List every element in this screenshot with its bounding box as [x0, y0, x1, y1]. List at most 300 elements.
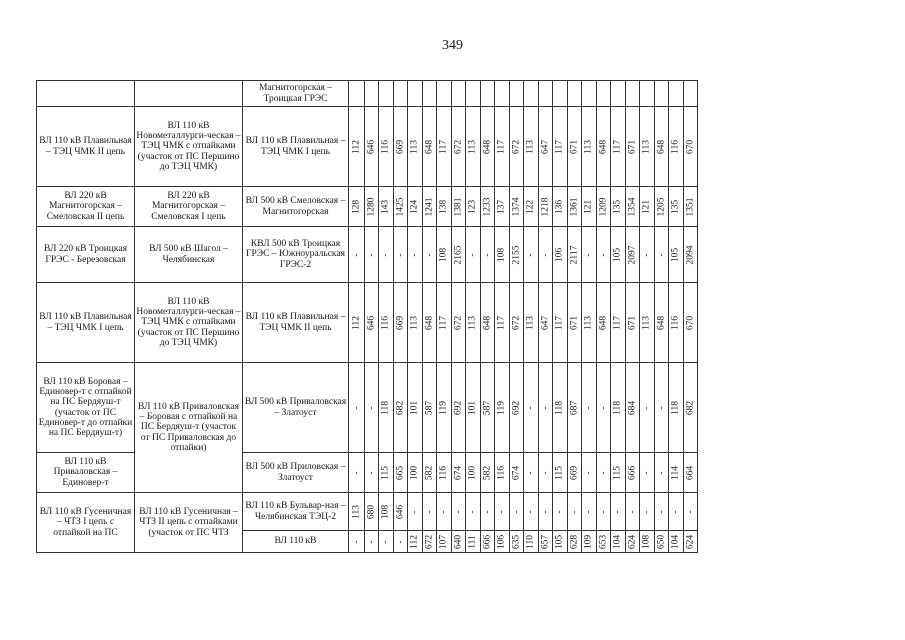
- value-text: 113: [583, 315, 594, 330]
- value-text: 672: [510, 139, 521, 154]
- value-cell: [597, 493, 611, 531]
- value-cell: [349, 81, 365, 107]
- value-cell: [510, 227, 524, 283]
- value-text: 116: [670, 315, 681, 330]
- value-cell: [394, 187, 408, 227]
- value-text: -: [670, 509, 681, 514]
- value-text: 104: [670, 534, 681, 549]
- repair-cell: ВЛ 110 кВ Плавильная – ТЭЦ ЧМК II цепь: [243, 283, 349, 363]
- value-text: 671: [626, 315, 637, 330]
- value-cell: [394, 493, 408, 531]
- value-text: 118: [554, 400, 565, 415]
- value-cell: [481, 363, 495, 453]
- value-cell: [611, 107, 626, 187]
- value-text: 664: [684, 465, 695, 480]
- value-cell: [437, 283, 452, 363]
- value-cell: [553, 187, 568, 227]
- value-cell: [365, 283, 379, 363]
- value-cell: [684, 227, 698, 283]
- value-text: 648: [597, 315, 608, 330]
- value-cell: [568, 453, 582, 493]
- value-text: 114: [670, 465, 681, 480]
- value-cell: [495, 81, 510, 107]
- value-text: -: [350, 252, 361, 257]
- value-cell: [626, 81, 640, 107]
- value-cell: [495, 531, 510, 553]
- value-text: -: [365, 539, 376, 544]
- value-cell: [394, 81, 408, 107]
- value-cell: [597, 107, 611, 187]
- value-cell: [437, 81, 452, 107]
- value-text: 684: [626, 400, 637, 415]
- value-text: -: [568, 509, 579, 514]
- value-cell: [495, 363, 510, 453]
- value-text: 1280: [365, 197, 376, 216]
- value-text: 118: [612, 400, 623, 415]
- value-text: 1209: [597, 197, 608, 216]
- value-cell: [452, 107, 466, 187]
- value-cell: [669, 81, 684, 107]
- value-text: 100: [409, 465, 420, 480]
- value-cell: [365, 107, 379, 187]
- value-cell: [423, 81, 437, 107]
- value-text: -: [409, 252, 420, 257]
- value-cell: [626, 453, 640, 493]
- value-cell: [394, 531, 408, 553]
- value-cell: [640, 363, 655, 453]
- table-row: [37, 107, 698, 187]
- value-cell: [481, 81, 495, 107]
- value-cell: [437, 107, 452, 187]
- value-text: -: [597, 252, 608, 257]
- value-text: 117: [554, 139, 565, 154]
- disconnected-cell: [135, 81, 243, 107]
- repair-cell: ВЛ 110 кВ Бульвар-ная – Челябинская ТЭЦ-2: [243, 493, 349, 531]
- value-cell: [684, 453, 698, 493]
- value-text: 653: [597, 534, 608, 549]
- value-cell: [452, 187, 466, 227]
- value-text: -: [539, 509, 550, 514]
- value-text: 113: [641, 139, 652, 154]
- value-cell: [626, 363, 640, 453]
- value-text: -: [365, 470, 376, 475]
- value-cell: [655, 363, 669, 453]
- value-cell: [568, 283, 582, 363]
- value-cell: [582, 187, 597, 227]
- value-cell: [510, 81, 524, 107]
- value-cell: [539, 283, 553, 363]
- value-cell: [495, 227, 510, 283]
- value-cell: [495, 187, 510, 227]
- disconnected-cell: ВЛ 110 кВ Гусеничная – ЧТЗ II цепь с отпайками (участок от ПС ЧТЗ: [135, 493, 243, 553]
- value-text: 105: [670, 247, 681, 262]
- value-text: 106: [554, 247, 565, 262]
- value-text: 648: [481, 315, 492, 330]
- value-cell: [349, 453, 365, 493]
- value-cell: [684, 531, 698, 553]
- value-text: 1425: [394, 197, 405, 216]
- value-text: 128: [350, 199, 361, 214]
- value-cell: [379, 187, 394, 227]
- value-text: 113: [525, 139, 536, 154]
- value-cell: [349, 187, 365, 227]
- value-text: -: [539, 405, 550, 410]
- table-row: [37, 283, 698, 363]
- value-cell: [423, 187, 437, 227]
- value-cell: [640, 493, 655, 531]
- value-text: 674: [510, 465, 521, 480]
- value-cell: [626, 531, 640, 553]
- value-cell: [365, 453, 379, 493]
- value-cell: [626, 107, 640, 187]
- value-cell: [611, 227, 626, 283]
- value-cell: [640, 187, 655, 227]
- value-cell: [524, 453, 539, 493]
- line-cell: ВЛ 110 кВ Боровая – Единовер-т с отпайкой на ПС Бердяуш-т (участок от ПС Единовер-т до отпайки на ПС Бердяуш-т): [37, 363, 135, 453]
- value-cell: [510, 187, 524, 227]
- value-text: -: [641, 470, 652, 475]
- value-text: 666: [481, 534, 492, 549]
- value-text: 116: [438, 465, 449, 480]
- value-text: 118: [670, 400, 681, 415]
- value-text: 582: [423, 465, 434, 480]
- value-text: 657: [539, 534, 550, 549]
- value-cell: [640, 81, 655, 107]
- value-text: 587: [481, 400, 492, 415]
- value-cell: [524, 81, 539, 107]
- value-cell: [466, 187, 481, 227]
- value-cell: [379, 493, 394, 531]
- disconnected-cell: ВЛ 220 кВ Магнитогорская – Смеловская I цепь: [135, 187, 243, 227]
- value-cell: [655, 493, 669, 531]
- value-cell: [349, 283, 365, 363]
- value-text: -: [510, 509, 521, 514]
- value-cell: [684, 107, 698, 187]
- value-cell: [582, 283, 597, 363]
- value-text: 1361: [568, 197, 579, 216]
- value-cell: [655, 227, 669, 283]
- value-cell: [524, 493, 539, 531]
- value-text: 107: [438, 534, 449, 549]
- value-cell: [408, 363, 423, 453]
- value-text: 117: [554, 315, 565, 330]
- value-cell: [466, 107, 481, 187]
- repair-cell: ВЛ 500 кВ Приловская – Златоуст: [243, 453, 349, 493]
- value-cell: [379, 107, 394, 187]
- value-text: 669: [568, 465, 579, 480]
- value-text: -: [423, 252, 434, 257]
- value-cell: [655, 187, 669, 227]
- value-cell: [481, 107, 495, 187]
- value-cell: [611, 283, 626, 363]
- value-cell: [437, 493, 452, 531]
- value-text: 648: [481, 139, 492, 154]
- value-text: -: [583, 470, 594, 475]
- line-cell: ВЛ 110 кВ Плавильная – ТЭЦ ЧМК II цепь: [37, 107, 135, 187]
- value-cell: [365, 531, 379, 553]
- value-text: 117: [438, 139, 449, 154]
- value-text: 671: [568, 315, 579, 330]
- value-cell: [568, 227, 582, 283]
- value-text: 108: [380, 504, 391, 519]
- value-text: -: [539, 252, 550, 257]
- value-text: 106: [496, 534, 507, 549]
- value-text: -: [597, 509, 608, 514]
- value-text: 670: [684, 139, 695, 154]
- value-text: -: [583, 405, 594, 410]
- value-cell: [626, 187, 640, 227]
- value-text: 138: [438, 199, 449, 214]
- value-text: 113: [583, 139, 594, 154]
- value-cell: [466, 363, 481, 453]
- value-text: 671: [626, 139, 637, 154]
- value-cell: [640, 283, 655, 363]
- value-text: -: [365, 252, 376, 257]
- value-text: 122: [525, 199, 536, 214]
- value-cell: [626, 493, 640, 531]
- value-text: 117: [612, 139, 623, 154]
- value-text: 1233: [481, 197, 492, 216]
- value-cell: [423, 227, 437, 283]
- value-text: -: [655, 252, 666, 257]
- value-cell: [553, 283, 568, 363]
- value-cell: [365, 363, 379, 453]
- value-text: -: [641, 252, 652, 257]
- value-cell: [611, 453, 626, 493]
- value-cell: [539, 363, 553, 453]
- value-text: -: [380, 252, 391, 257]
- value-text: 135: [612, 199, 623, 214]
- value-text: 692: [452, 400, 463, 415]
- value-cell: [408, 493, 423, 531]
- value-cell: [655, 283, 669, 363]
- value-cell: [365, 81, 379, 107]
- table-row: [37, 363, 698, 453]
- value-cell: [510, 283, 524, 363]
- value-text: -: [539, 470, 550, 475]
- value-text: -: [467, 509, 478, 514]
- value-cell: [495, 283, 510, 363]
- value-cell: [379, 227, 394, 283]
- value-cell: [437, 453, 452, 493]
- value-cell: [423, 283, 437, 363]
- value-cell: [510, 363, 524, 453]
- value-text: 669: [394, 139, 405, 154]
- value-text: 665: [394, 465, 405, 480]
- value-cell: [553, 81, 568, 107]
- value-cell: [611, 187, 626, 227]
- value-text: 100: [467, 465, 478, 480]
- value-text: -: [626, 509, 637, 514]
- value-cell: [394, 453, 408, 493]
- value-text: 669: [394, 315, 405, 330]
- value-text: -: [684, 509, 695, 514]
- value-text: 112: [350, 315, 361, 330]
- value-cell: [597, 453, 611, 493]
- value-cell: [437, 531, 452, 553]
- value-text: 1354: [626, 197, 637, 216]
- value-text: -: [409, 509, 420, 514]
- value-text: 2155: [510, 245, 521, 264]
- value-cell: [408, 187, 423, 227]
- value-text: -: [365, 405, 376, 410]
- value-text: 624: [626, 534, 637, 549]
- value-text: 108: [496, 247, 507, 262]
- value-text: 117: [612, 315, 623, 330]
- value-cell: [568, 187, 582, 227]
- value-cell: [640, 107, 655, 187]
- value-cell: [669, 227, 684, 283]
- value-cell: [611, 493, 626, 531]
- line-cell: ВЛ 110 кВ Плавильная – ТЭЦ ЧМК I цепь: [37, 283, 135, 363]
- value-text: 680: [365, 504, 376, 519]
- value-cell: [452, 81, 466, 107]
- value-text: 670: [684, 315, 695, 330]
- value-cell: [626, 283, 640, 363]
- value-cell: [394, 363, 408, 453]
- line-cell: ВЛ 110 кВ Гусеничная – ЧТЗ I цепь с отпайкой на ПС: [37, 493, 135, 553]
- value-cell: [684, 187, 698, 227]
- value-text: 672: [423, 534, 434, 549]
- value-cell: [408, 531, 423, 553]
- value-cell: [611, 363, 626, 453]
- value-cell: [379, 453, 394, 493]
- value-cell: [582, 81, 597, 107]
- data-table: [36, 80, 698, 553]
- value-cell: [510, 531, 524, 553]
- value-text: 646: [365, 315, 376, 330]
- value-cell: [582, 363, 597, 453]
- value-text: -: [394, 539, 405, 544]
- value-text: 1351: [684, 197, 695, 216]
- value-cell: [568, 493, 582, 531]
- value-text: 101: [409, 400, 420, 415]
- repair-cell: КВЛ 500 кВ Троицкая ГРЭС – Южноуральская ГРЭС-2: [243, 227, 349, 283]
- value-text: 648: [597, 139, 608, 154]
- value-text: 104: [612, 534, 623, 549]
- value-text: -: [452, 509, 463, 514]
- value-cell: [611, 81, 626, 107]
- value-cell: [408, 283, 423, 363]
- value-text: 113: [641, 315, 652, 330]
- value-text: 671: [568, 139, 579, 154]
- value-cell: [423, 453, 437, 493]
- value-text: -: [655, 509, 666, 514]
- value-text: -: [583, 509, 594, 514]
- value-text: 105: [612, 247, 623, 262]
- value-cell: [349, 363, 365, 453]
- value-cell: [524, 187, 539, 227]
- value-cell: [379, 531, 394, 553]
- disconnected-cell: ВЛ 500 кВ Шагол – Челябинская: [135, 227, 243, 283]
- value-cell: [684, 363, 698, 453]
- value-text: 648: [423, 315, 434, 330]
- value-text: 136: [554, 199, 565, 214]
- value-text: -: [641, 509, 652, 514]
- value-cell: [669, 107, 684, 187]
- value-text: 113: [409, 315, 420, 330]
- value-text: 135: [670, 199, 681, 214]
- value-cell: [481, 531, 495, 553]
- value-cell: [466, 493, 481, 531]
- value-text: 635: [510, 534, 521, 549]
- value-text: -: [350, 405, 361, 410]
- value-cell: [452, 531, 466, 553]
- table-row: [37, 187, 698, 227]
- line-cell: ВЛ 110 кВ Приваловская – Единовер-т: [37, 453, 135, 493]
- value-cell: [365, 493, 379, 531]
- value-cell: [655, 107, 669, 187]
- value-cell: [655, 81, 669, 107]
- value-cell: [481, 187, 495, 227]
- value-text: 648: [423, 139, 434, 154]
- value-cell: [553, 227, 568, 283]
- value-cell: [394, 283, 408, 363]
- value-text: 121: [583, 199, 594, 214]
- page-number: 349: [442, 38, 463, 53]
- value-text: 672: [452, 315, 463, 330]
- value-cell: [568, 81, 582, 107]
- value-text: 672: [452, 139, 463, 154]
- value-text: 112: [409, 534, 420, 549]
- value-cell: [539, 187, 553, 227]
- value-text: 1381: [452, 197, 463, 216]
- value-text: 113: [467, 315, 478, 330]
- value-cell: [553, 363, 568, 453]
- value-cell: [611, 531, 626, 553]
- value-text: 1205: [655, 197, 666, 216]
- value-text: -: [641, 405, 652, 410]
- value-text: 628: [568, 534, 579, 549]
- value-cell: [597, 187, 611, 227]
- value-cell: [582, 453, 597, 493]
- value-text: 117: [438, 315, 449, 330]
- value-cell: [539, 107, 553, 187]
- value-cell: [408, 81, 423, 107]
- value-text: 2097: [626, 245, 637, 264]
- value-text: 2094: [684, 245, 695, 264]
- value-text: 108: [641, 534, 652, 549]
- value-text: 692: [510, 400, 521, 415]
- value-cell: [568, 363, 582, 453]
- value-text: 113: [350, 504, 361, 519]
- value-cell: [640, 227, 655, 283]
- value-text: 108: [438, 247, 449, 262]
- value-cell: [481, 453, 495, 493]
- value-cell: [394, 107, 408, 187]
- value-cell: [408, 107, 423, 187]
- value-text: -: [525, 470, 536, 475]
- value-text: 682: [684, 400, 695, 415]
- value-text: 113: [409, 139, 420, 154]
- value-cell: [684, 493, 698, 531]
- value-cell: [582, 107, 597, 187]
- value-text: 115: [554, 465, 565, 480]
- value-cell: [466, 531, 481, 553]
- value-cell: [568, 107, 582, 187]
- value-text: 648: [655, 139, 666, 154]
- value-cell: [349, 107, 365, 187]
- value-text: -: [597, 405, 608, 410]
- value-cell: [553, 107, 568, 187]
- value-cell: [394, 227, 408, 283]
- value-cell: [495, 493, 510, 531]
- value-cell: [524, 227, 539, 283]
- value-cell: [539, 493, 553, 531]
- value-cell: [524, 363, 539, 453]
- value-cell: [452, 227, 466, 283]
- value-text: 105: [554, 534, 565, 549]
